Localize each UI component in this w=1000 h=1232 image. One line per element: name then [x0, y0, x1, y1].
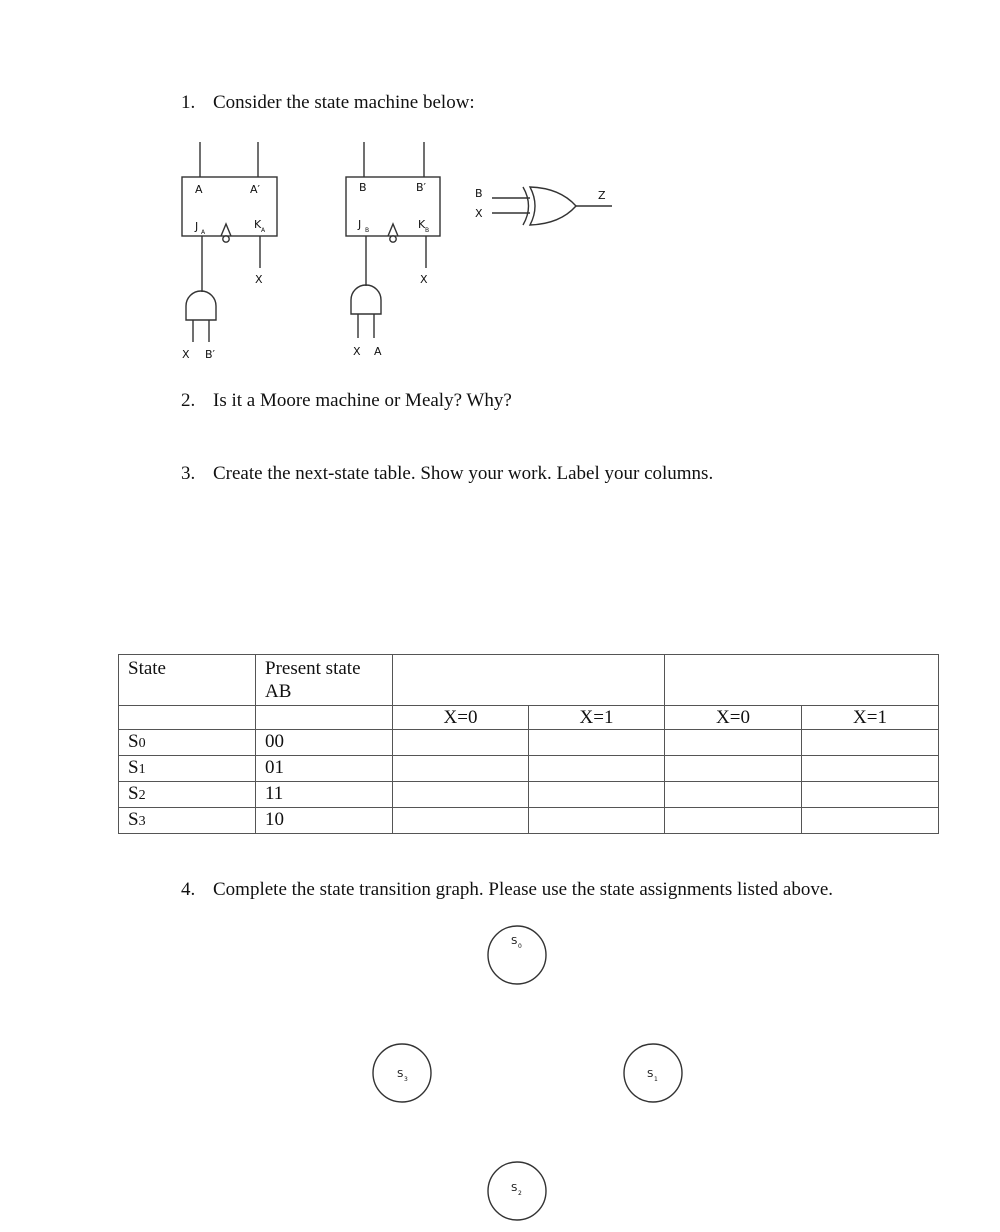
state-label: S	[128, 783, 139, 804]
state-node-s3[interactable]	[373, 1044, 431, 1102]
ff-a-k-label: K	[254, 218, 262, 231]
table-header-row-1	[119, 655, 939, 706]
question-4	[181, 879, 833, 901]
and-b-input-1: X	[353, 345, 361, 358]
ab-cell: 11	[256, 782, 393, 808]
question-2	[181, 390, 512, 412]
state-sub: 1	[138, 762, 146, 777]
question-2-number: 2.	[181, 390, 196, 411]
ff-b-qbar-label: B′	[416, 181, 427, 194]
question-1-number: 1.	[181, 92, 196, 113]
next-state-table	[118, 654, 939, 834]
header-present-state-text: Present state	[265, 658, 361, 679]
state-cell	[119, 730, 256, 756]
ff-b-q-label: B	[359, 181, 367, 194]
table-row	[119, 756, 939, 782]
ff-a-j-sub: A	[201, 229, 206, 236]
answer-cell[interactable]	[802, 782, 939, 808]
header2-blank-2	[256, 706, 393, 730]
ff-b-j-label: J	[358, 218, 362, 231]
state-cell	[119, 756, 256, 782]
table-row	[119, 808, 939, 834]
header2-x0-a: X=0	[393, 706, 529, 730]
table-row	[119, 730, 939, 756]
node-s1-label: S	[647, 1069, 654, 1080]
and-a-input-1: X	[182, 348, 190, 361]
header2-x0-b: X=0	[665, 706, 802, 730]
node-s0-sub: 0	[518, 943, 522, 950]
ff-b-k-input: X	[420, 273, 428, 286]
ff-a-k-input: X	[255, 273, 263, 286]
header2-x1-b: X=1	[802, 706, 939, 730]
question-3-number: 3.	[181, 463, 196, 484]
ab-cell: 01	[256, 756, 393, 782]
answer-cell[interactable]	[529, 808, 665, 834]
answer-cell[interactable]	[665, 756, 802, 782]
state-sub: 3	[138, 814, 146, 829]
header2-x1-a: X=1	[529, 706, 665, 730]
table-header-row-2	[119, 706, 939, 730]
state-cell	[119, 782, 256, 808]
state-node-s2[interactable]	[488, 1162, 546, 1220]
ab-cell: 10	[256, 808, 393, 834]
question-2-text: Is it a Moore machine or Mealy? Why?	[213, 390, 512, 411]
answer-cell[interactable]	[529, 782, 665, 808]
ff-a-qbar-label: A′	[250, 183, 261, 196]
and-a-input-2: B′	[205, 348, 216, 361]
answer-cell[interactable]	[529, 730, 665, 756]
state-label: S	[128, 757, 139, 778]
xor-input-x: X	[475, 207, 483, 220]
circuit-diagram	[0, 0, 1000, 380]
ff-b-k-label: K	[418, 218, 426, 231]
answer-cell[interactable]	[393, 808, 529, 834]
ff-a-k-sub: A	[261, 227, 266, 234]
node-s3-sub: 3	[404, 1076, 408, 1083]
state-sub: 2	[138, 788, 146, 803]
node-s3-label: S	[397, 1069, 404, 1080]
header2-blank-1	[119, 706, 256, 730]
and-gate-a	[186, 291, 216, 320]
ff-a-q-label: A	[195, 183, 203, 196]
header-output-group[interactable]	[665, 655, 939, 706]
header-state: State	[119, 655, 256, 706]
header-present-state-ab: AB	[265, 681, 292, 702]
and-b-input-2: A	[374, 345, 382, 358]
header-present-state	[256, 655, 393, 706]
xor-output-z: Z	[598, 189, 606, 202]
node-s2-label: S	[511, 1183, 518, 1194]
state-node-s0[interactable]	[488, 926, 546, 984]
node-s0-label: S	[511, 936, 518, 947]
state-cell	[119, 808, 256, 834]
question-4-text: Complete the state transition graph. Please use the state assignments listed above.	[213, 879, 833, 900]
answer-cell[interactable]	[393, 756, 529, 782]
table-row	[119, 782, 939, 808]
ff-a-j-label: J	[195, 220, 199, 233]
answer-cell[interactable]	[802, 756, 939, 782]
answer-cell[interactable]	[665, 782, 802, 808]
node-s1-sub: 1	[654, 1076, 658, 1083]
state-node-s1[interactable]	[624, 1044, 682, 1102]
answer-cell[interactable]	[393, 782, 529, 808]
answer-cell[interactable]	[529, 756, 665, 782]
state-sub: 0	[138, 736, 146, 751]
ff-b-k-sub: B	[425, 227, 430, 234]
header-next-state-group[interactable]	[393, 655, 665, 706]
question-3	[181, 463, 713, 485]
xor-input-b: B	[475, 187, 483, 200]
answer-cell[interactable]	[665, 808, 802, 834]
question-3-text: Create the next-state table. Show your work. Label your columns.	[213, 463, 714, 484]
state-label: S	[128, 731, 139, 752]
ff-b-j-sub: B	[365, 227, 370, 234]
node-s2-sub: 2	[518, 1190, 522, 1197]
ab-cell: 00	[256, 730, 393, 756]
answer-cell[interactable]	[393, 730, 529, 756]
state-label: S	[128, 809, 139, 830]
question-4-number: 4.	[181, 879, 196, 900]
answer-cell[interactable]	[802, 730, 939, 756]
answer-cell[interactable]	[665, 730, 802, 756]
answer-cell[interactable]	[802, 808, 939, 834]
question-1-text: Consider the state machine below:	[213, 92, 475, 113]
and-gate-b	[351, 285, 381, 314]
xor-gate-back	[523, 187, 529, 225]
xor-gate	[530, 187, 576, 225]
